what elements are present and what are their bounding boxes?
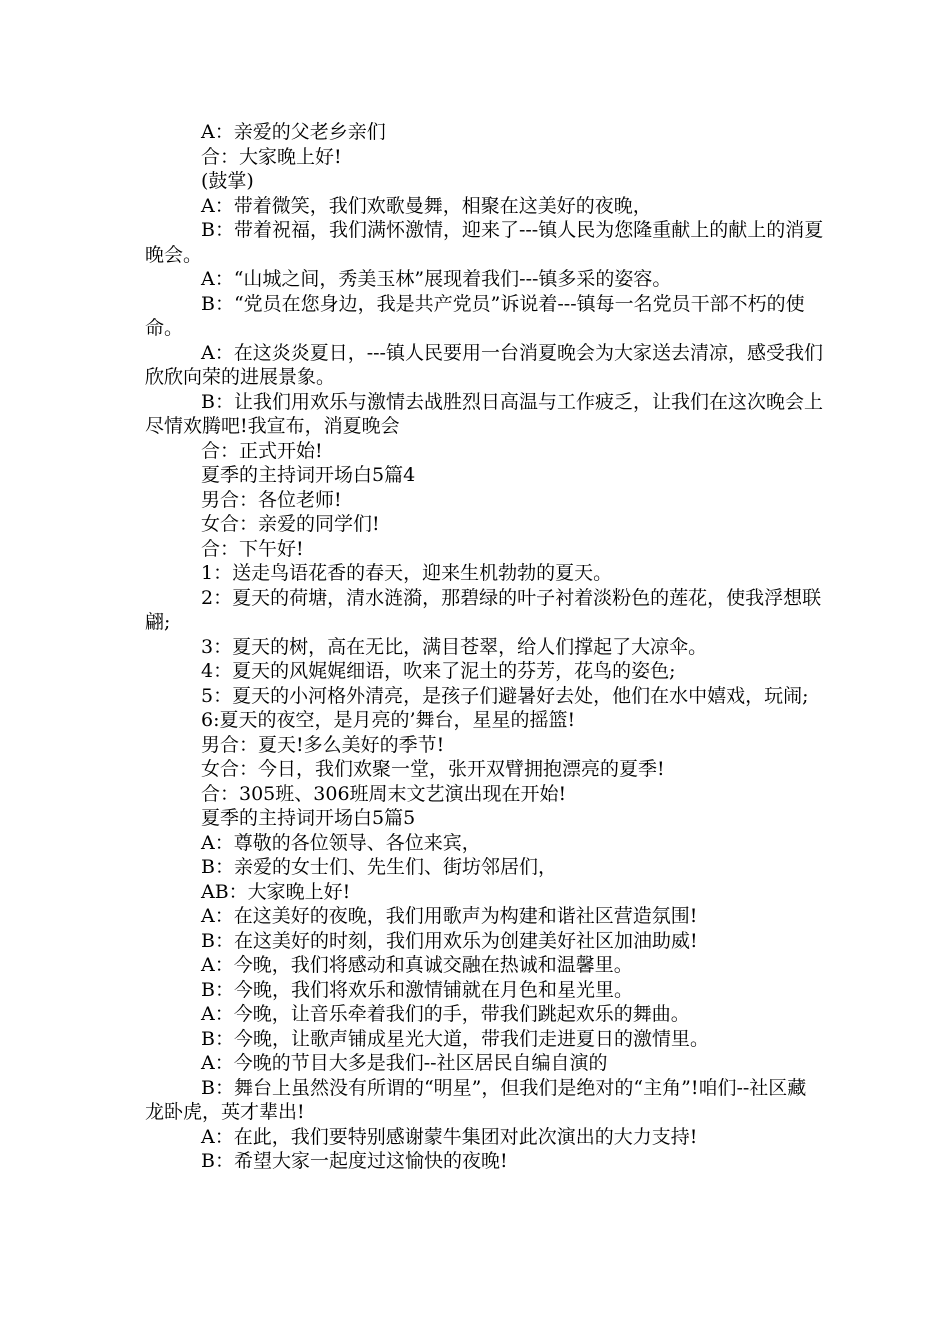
paragraph: A：在这炎炎夏日，---镇人民要用一台消夏晚会为大家送去清凉，感受我们欣欣向荣的进展景象。	[145, 341, 823, 388]
paragraph: 男合：各位老师!	[201, 488, 342, 511]
paragraph: B：希望大家一起度过这愉快的夜晚!	[201, 1150, 508, 1172]
paragraph: B：亲爱的女士们、先生们、街坊邻居们，	[201, 856, 557, 878]
paragraph: 5：夏天的小河格外清亮，是孩子们避暑好去处，他们在水中嬉戏，玩闹;	[201, 684, 809, 707]
paragraph: A：今晚的节目大多是我们--社区居民自编自演的	[201, 1052, 608, 1074]
paragraph: 夏季的主持词开场白5篇4	[201, 464, 416, 486]
paragraph: A：在此，我们要特别感谢蒙牛集团对此次演出的大力支持!	[201, 1125, 698, 1148]
paragraph: 合：正式开始!	[201, 439, 323, 462]
paragraph: 合：大家晚上好!	[201, 145, 342, 168]
paragraph: 4：夏天的风娓娓细语，吹来了泥土的芬芳，花鸟的姿色;	[201, 660, 676, 682]
paragraph: B：在这美好的时刻，我们用欢乐为创建美好社区加油助威!	[201, 929, 698, 952]
paragraph: A：在这美好的夜晚，我们用歌声为构建和谐社区营造氛围!	[201, 905, 698, 927]
paragraph: 3：夏天的树，高在无比，满目苍翠，给人们撑起了大凉伞。	[201, 635, 708, 658]
paragraph: A：“山城之间，秀美玉林”展现着我们---镇多采的姿容。	[201, 268, 672, 290]
paragraph: B：“党员在您身边，我是共产党员”诉说着---镇每一名党员干部不朽的使命。	[145, 292, 805, 339]
paragraph: 合：305班、306班周末文艺演出现在开始!	[201, 782, 567, 805]
paragraph: B：今晚，让歌声铺成星光大道，带我们走进夏日的激情里。	[201, 1027, 709, 1050]
paragraph: 女合：今日，我们欢聚一堂，张开双臂拥抱漂亮的夏季!	[201, 758, 665, 780]
paragraph: B：让我们用欢乐与激情去战胜烈日高温与工作疲乏，让我们在这次晚会上尽情欢腾吧!我宣布，消夏晚会	[145, 390, 823, 437]
paragraph: 2：夏天的荷塘，清水涟漪，那碧绿的叶子衬着淡粉色的莲花，使我浮想联翩;	[145, 586, 822, 633]
paragraph: AB：大家晚上好!	[201, 880, 351, 903]
paragraph: 夏季的主持词开场白5篇5	[201, 807, 416, 829]
paragraph: A：尊敬的各位领导、各位来宾，	[201, 831, 481, 854]
paragraph: B：带着祝福，我们满怀激情，迎来了---镇人民为您隆重献上的献上的消夏晚会。	[145, 219, 824, 266]
paragraph: A：今晚，让音乐牵着我们的手，带我们跳起欢乐的舞曲。	[201, 1003, 690, 1025]
paragraph: 女合：亲爱的同学们!	[201, 513, 380, 535]
document-body	[145, 120, 825, 1174]
paragraph: B：舞台上虽然没有所谓的“明星”，但我们是绝对的“主角”!咱们--社区藏龙卧虎，英才辈出!	[145, 1076, 807, 1123]
paragraph: A：亲爱的父老乡亲们	[201, 121, 386, 143]
paragraph: 合：下午好!	[201, 537, 304, 560]
paragraph: 6:夏天的夜空，是月亮的’舞台，星星的摇篮!	[201, 709, 576, 731]
paragraph: A：今晚，我们将感动和真诚交融在热诚和温馨里。	[201, 954, 633, 976]
paragraph: 1：送走鸟语花香的春天，迎来生机勃勃的夏天。	[201, 562, 613, 584]
paragraph: (鼓掌)	[201, 170, 254, 192]
paragraph: A：带着微笑，我们欢歌曼舞，相聚在这美好的夜晚，	[201, 194, 652, 217]
paragraph: 男合：夏天!多么美好的季节!	[201, 733, 445, 756]
paragraph: B：今晚，我们将欢乐和激情铺就在月色和星光里。	[201, 978, 633, 1001]
